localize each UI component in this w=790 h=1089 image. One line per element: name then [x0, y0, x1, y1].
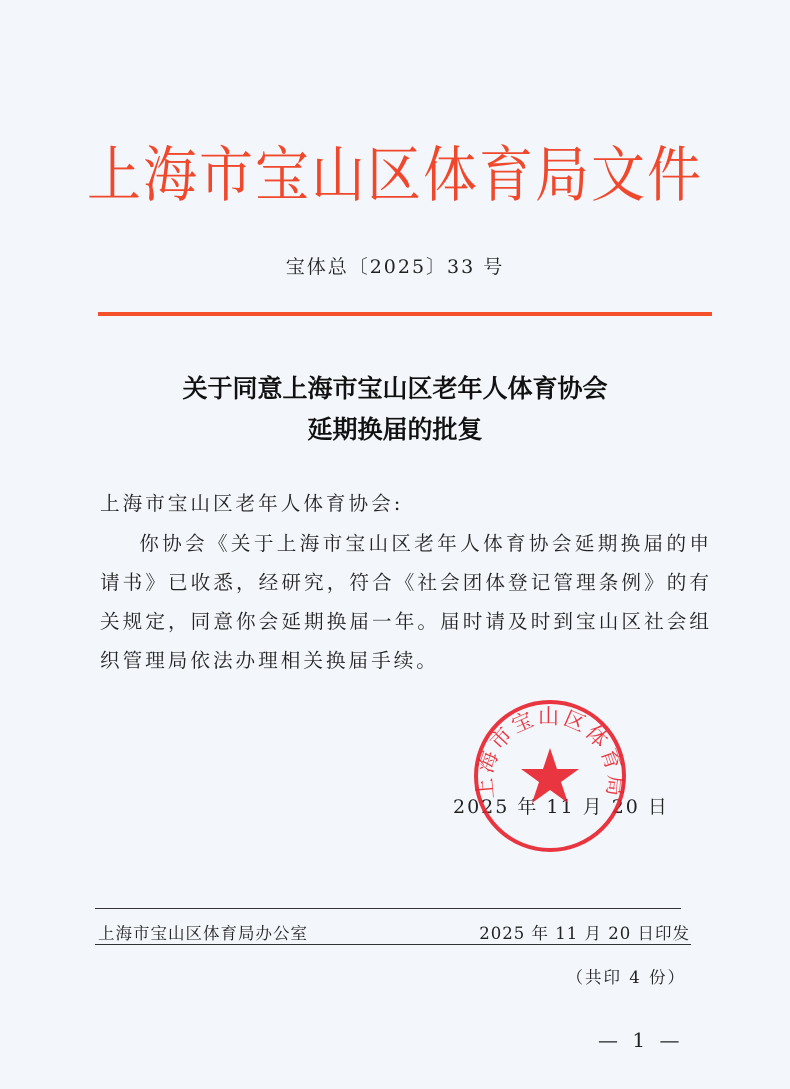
- footer-office: 上海市宝山区体育局办公室: [98, 924, 308, 943]
- document-header-title: 上海市宝山区体育局文件: [87, 139, 703, 210]
- red-divider: [98, 312, 712, 316]
- body-paragraph: 你协会《关于上海市宝山区老年人体育协会延期换届的申请书》已收悉，经研究，符合《社会团体登记管理条例》的有关规定，同意你会延期换届一年。届时请及时到宝山区社会组织管理局依法办理相关换届手续。: [100, 532, 712, 672]
- subject-line-1: 关于同意上海市宝山区老年人体育协会: [182, 374, 608, 403]
- official-seal-icon: [470, 696, 630, 856]
- addressee: 上海市宝山区老年人体育协会:: [100, 492, 404, 515]
- subject-line-2: 延期换届的批复: [307, 415, 483, 444]
- footer-rule-bottom: [95, 944, 691, 945]
- copies-count: （共印 4 份）: [566, 968, 686, 987]
- page-number: — 1 —: [598, 1028, 684, 1052]
- footer-print-date: 2025 年 11 月 20 日印发: [479, 924, 690, 943]
- subject-title: [0, 368, 790, 450]
- footer-rule-top: [95, 908, 681, 909]
- svg-text:上海市宝山区体育局: 上海市宝山区体育局: [472, 704, 628, 801]
- document-number: 宝体总〔2025〕33 号: [285, 256, 505, 278]
- signature-date: 2025 年 11 月 20 日: [453, 796, 669, 818]
